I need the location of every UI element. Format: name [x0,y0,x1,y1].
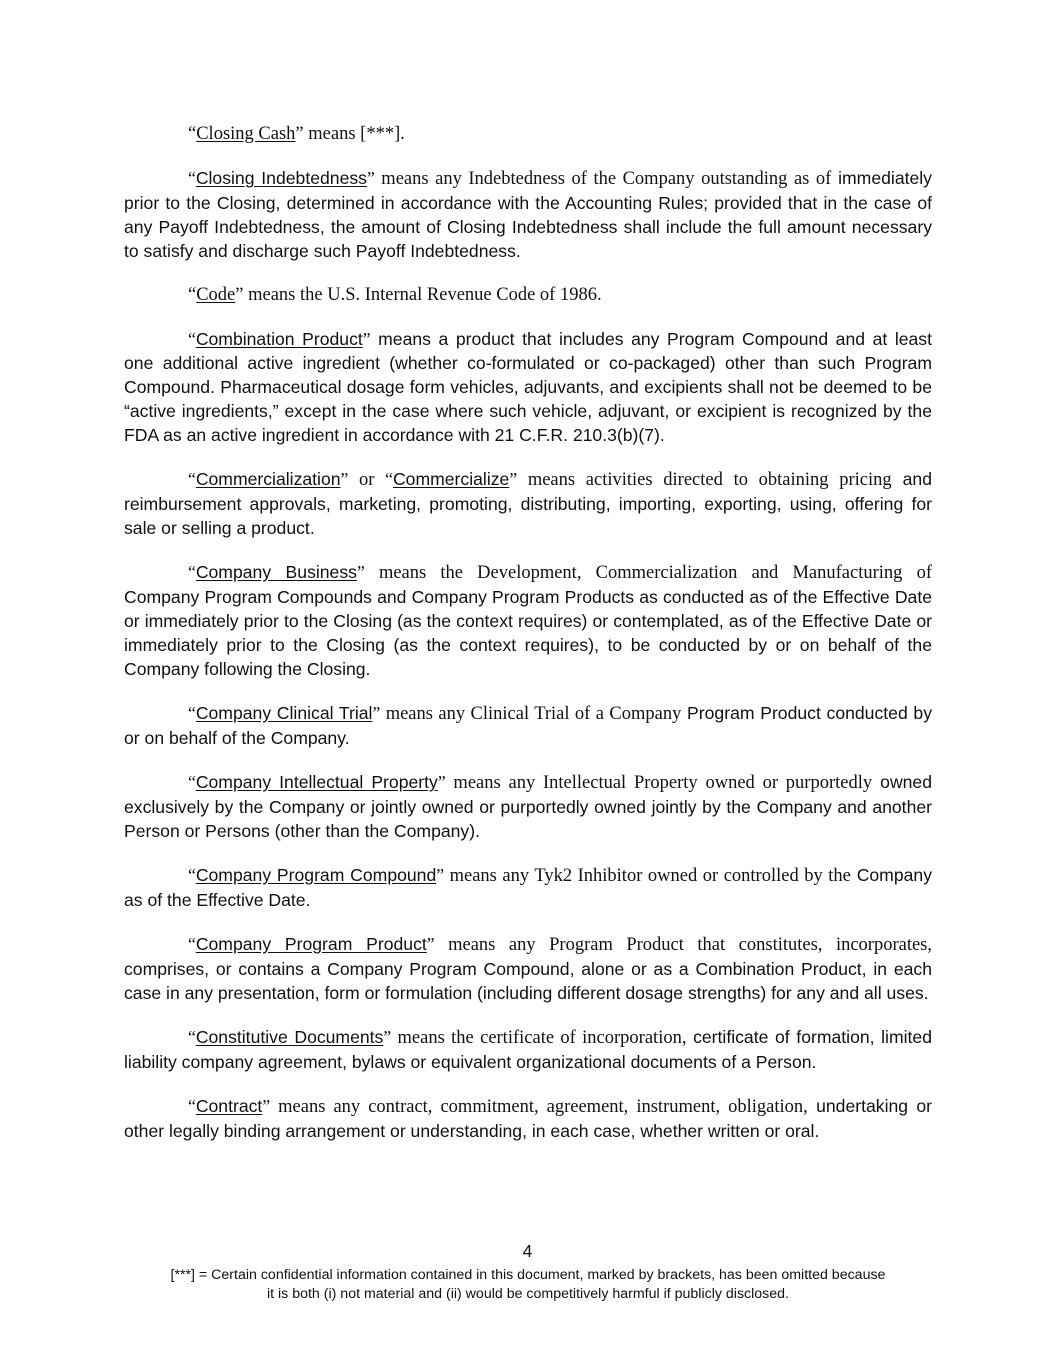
definition-text: means [***]. [303,124,405,144]
defined-term: Company Program Compound [195,865,437,885]
definition-commercialization: “Commercialization” or “Commercialize” means activities directed to obtaining pricing and reimbursement approvals, marketing, promoting, distributing, importing, exporting, using, offering for sale or selling a product. [124,469,932,538]
definition-text-lead: means the certificate of incorporation, [391,1028,687,1048]
definition-closing-cash: “Closing Cash” means [***]. [188,124,405,144]
defined-term-alt: Commercialize [392,469,510,489]
definition-code: “Code” means the U.S. Internal Revenue Code of 1986. [188,285,602,305]
definition-text-lead: means any Clinical Trial of a Company [380,704,682,724]
definition-text-lead: means any Program Product that constitutes, incorporates, [434,935,933,955]
definition-text: and reimbursement approvals, marketing, promoting, distributing, importing, exporting, using, offering for sale or selling a product. [124,469,932,538]
definition-combination-product: “Combination Product” means a product that includes any Program Compound and at least one additional active ingredient (whether co-formulated or co-packaged) other than such Program Compound. Pharmaceutical dosage form vehicles, adjuvants, and excipients shall not be deemed to be “active ingredients,” except in the case where such vehicle, adjuvant, or excipient is recognized by the FDA as an active ingredient in accordance with 21 C.F.R. 210.3(b)(7). [124,329,932,445]
defined-term: Constitutive Documents [195,1027,384,1047]
definition-text: means a product that includes any Program Compound and at least one additional active ingredient (whether co-formulated or co-packaged) other than such Program Compound. Pharmaceutical dosage form vehicles, adjuvants, and excipients shall not be deemed to be “active ingredients,” except in the case where such vehicle, adjuvant, or excipient is recognized by the FDA as an active ingredient in accordance with 21 C.F.R. 210.3(b)(7). [124,329,932,445]
definition-text: undertaking or other legally binding arrangement or understanding, in each case, whether written or oral. [124,1096,932,1141]
definition-text-lead: means any contract, commitment, agreement, instrument, obligation, [270,1097,808,1117]
definition-text: comprises, or contains a Company Program Compound, alone or as a Combination Product, in each case in any presentation, form or formulation (including different dosage strengths) for any and all uses. [124,959,932,1003]
footer-line-2: it is both (i) not material and (ii) would be competitively harmful if publicly disclosed. [266,1286,789,1302]
definition-text: means the U.S. Internal Revenue Code of 1986. [243,285,602,305]
definition-text: certificate of formation, limited liability company agreement, bylaws or equivalent organizational documents of a Person. [124,1027,932,1072]
page-number: 4 [522,1241,533,1261]
definition-text: Program Product conducted by or on behalf of the Company. [124,703,933,748]
defined-term: Company Clinical Trial [195,703,373,723]
definition-connector: or [348,470,386,490]
defined-term: Closing Cash [196,124,296,144]
defined-term: Closing Indebtedness [195,168,367,188]
definition-text: Company Program Compounds and Company Program Products as conducted as of the Effective Date or immediately prior to the Closing (as the context requires) or contemplated, as of the Effective Date or immediately prior to the Closing (as the context requires), to be conducted by or on behalf of the Company following the Closing. [124,587,932,679]
definition-contract: “Contract” means any contract, commitment, agreement, instrument, obligation, undertaking or other legally binding arrangement or understanding, in each case, whether written or oral. [124,1096,932,1141]
defined-term: Company Business [195,562,357,582]
definition-company-program-compound: “Company Program Compound” means any Tyk2 Inhibitor owned or controlled by the Company as of the Effective Date. [124,865,932,910]
defined-term: Company Program Product [195,934,427,954]
definition-text: Company as of the Effective Date. [124,865,932,910]
document-body [124,122,932,1163]
definition-company-clinical-trial: “Company Clinical Trial” means any Clinical Trial of a Company Program Product conducted by or on behalf of the Company. [124,703,933,748]
definition-company-program-product: “Company Program Product” means any Program Product that constitutes, incorporates, comprises, or contains a Company Program Compound, alone or as a Combination Product, in each case in any presentation, form or formulation (including different dosage strengths) for any and all uses. [124,934,933,1003]
defined-term: Commercialization [195,469,341,489]
confidentiality-footer [110,1266,946,1304]
definition-text-lead: means any Intellectual Property owned or purportedly [445,773,873,793]
defined-term: Combination Product [195,329,363,349]
footer-line-1: [***] = Certain confidential information contained in this document, marked by brackets, has been omitted because [170,1267,886,1283]
definition-closing-indebtedness: “Closing Indebtedness” means any Indebtedness of the Company outstanding as of immediately prior to the Closing, determined in accordance with the Accounting Rules; provided that in the case of any Payoff Indebtedness, the amount of Closing Indebtedness shall include the full amount necessary to satisfy and discharge such Payoff Indebtedness. [124,168,932,261]
definition-text-lead: means any Indebtedness of the Company outstanding as of [374,169,832,189]
definition-company-business: “Company Business” means the Development, Commercialization and Manufacturing of Company Program Compounds and Company Program Products as conducted as of the Effective Date or immediately prior to the Closing (as the context requires) or contemplated, as of the Effective Date or immediately prior to the Closing (as the context requires), to be conducted by or on behalf of the Company following the Closing. [124,562,933,679]
definition-text-lead: means activities directed to obtaining pricing [517,470,892,490]
definition-company-intellectual-property: “Company Intellectual Property” means any Intellectual Property owned or purportedly owned exclusively by the Company or jointly owned or purportedly owned jointly by the Company and another Person or Persons (other than the Company). [124,772,933,841]
defined-term: Code [196,285,236,305]
definition-text-lead: means the Development, Commercialization and Manufacturing of [364,563,933,583]
definition-constitutive-documents: “Constitutive Documents” means the certificate of incorporation, certificate of formation, limited liability company agreement, bylaws or equivalent organizational documents of a Person. [124,1027,932,1072]
definition-text: immediately prior to the Closing, determined in accordance with the Accounting Rules; provided that in the case of any Payoff Indebtedness, the amount of Closing Indebtedness shall include the full amount necessary to satisfy and discharge such Payoff Indebtedness. [124,168,932,261]
defined-term: Contract [195,1096,263,1116]
defined-term: Company Intellectual Property [195,772,438,792]
definition-text-lead: means any Tyk2 Inhibitor owned or controlled by the [444,866,851,886]
definition-text: owned exclusively by the Company or jointly owned or purportedly owned jointly by the Company and another Person or Persons (other than the Company). [124,772,933,841]
